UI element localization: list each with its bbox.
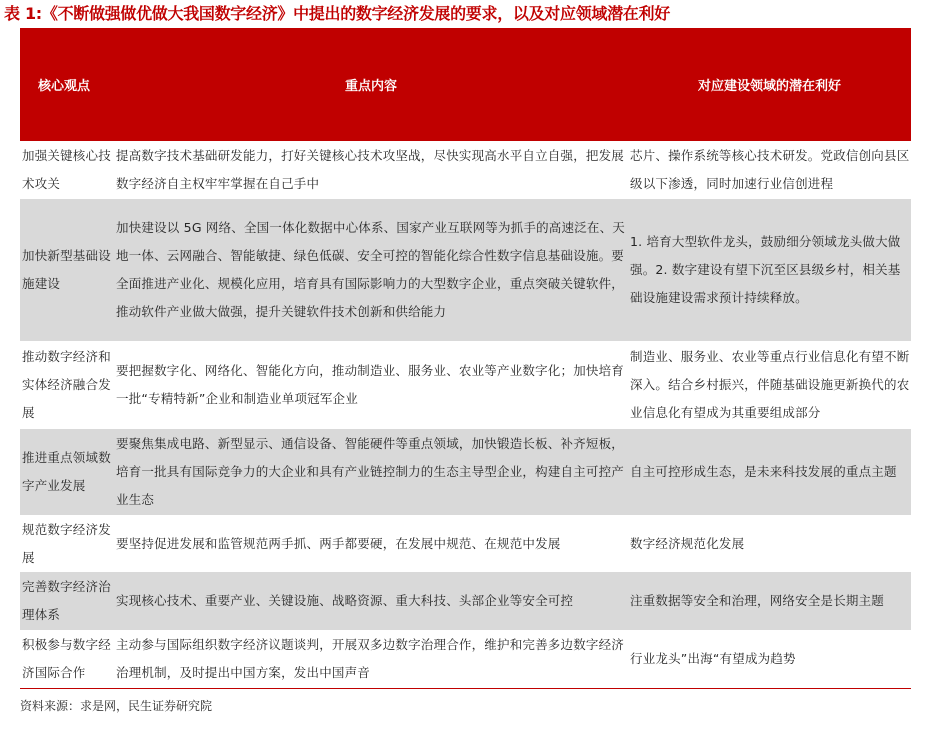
cell-core-point: 加快新型基础设施建设 bbox=[20, 199, 114, 341]
cell-key-content: 实现核心技术、重要产业、关键设施、战略资源、重大科技、头部企业等安全可控 bbox=[114, 572, 628, 630]
cell-benefit: 行业龙头”出海“有望成为趋势 bbox=[628, 630, 911, 688]
table-row bbox=[20, 572, 911, 630]
header-core-point: 核心观点 bbox=[20, 28, 114, 141]
cell-benefit: 自主可控形成生态，是未来科技发展的重点主题 bbox=[628, 429, 911, 515]
table-header-row bbox=[20, 28, 911, 141]
cell-benefit: 制造业、服务业、农业等重点行业信息化有望不断深入。结合乡村振兴，伴随基础设施更新换代的农业信息化有望成为其重要组成部分 bbox=[628, 341, 911, 429]
table-row bbox=[20, 341, 911, 429]
table-title: 表 1:《不断做强做优做大我国数字经济》中提出的数字经济发展的要求，以及对应领域潜在利好 bbox=[4, 4, 670, 23]
header-key-content: 重点内容 bbox=[114, 28, 628, 141]
table-row bbox=[20, 141, 911, 199]
cell-core-point: 加强关键核心技术攻关 bbox=[20, 141, 114, 199]
cell-benefit: 1. 培育大型软件龙头，鼓励细分领域龙头做大做强。2. 数字建设有望下沉至区县级乡村，相关基础设施建设需求预计持续释放。 bbox=[628, 199, 911, 341]
cell-key-content: 要聚焦集成电路、新型显示、通信设备、智能硬件等重点领域，加快锻造长板、补齐短板，培育一批具有国际竞争力的大企业和具有产业链控制力的生态主导型企业，构建自主可控产业生态 bbox=[114, 429, 628, 515]
cell-core-point: 规范数字经济发展 bbox=[20, 515, 114, 572]
cell-key-content: 主动参与国际组织数字经济议题谈判，开展双多边数字治理合作，维护和完善多边数字经济治理机制，及时提出中国方案，发出中国声音 bbox=[114, 630, 628, 688]
cell-core-point: 积极参与数字经济国际合作 bbox=[20, 630, 114, 688]
cell-benefit: 数字经济规范化发展 bbox=[628, 515, 911, 572]
cell-key-content: 加快建设以 5G 网络、全国一体化数据中心体系、国家产业互联网等为抓手的高速泛在、天地一体、云网融合、智能敏捷、绿色低碳、安全可控的智能化综合性数字信息基础设施。要全面推进产业化、规模化应用，培育具有国际影响力的大型数字企业，重点突破关键软件，推动软件产业做大做强，提升关键软件技术创新和供给能力 bbox=[114, 199, 628, 341]
cell-benefit: 芯片、操作系统等核心技术研发。党政信创向县区级以下渗透，同时加速行业信创进程 bbox=[628, 141, 911, 199]
cell-key-content: 要把握数字化、网络化、智能化方向，推动制造业、服务业、农业等产业数字化；加快培育一批“专精特新”企业和制造业单项冠军企业 bbox=[114, 341, 628, 429]
cell-core-point: 完善数字经济治理体系 bbox=[20, 572, 114, 630]
table-row bbox=[20, 429, 911, 515]
table-row bbox=[20, 199, 911, 341]
table-row bbox=[20, 515, 911, 572]
cell-key-content: 要坚持促进发展和监管规范两手抓、两手都要硬，在发展中规范、在规范中发展 bbox=[114, 515, 628, 572]
cell-core-point: 推动数字经济和实体经济融合发展 bbox=[20, 341, 114, 429]
requirements-table bbox=[20, 28, 911, 689]
cell-core-point: 推进重点领域数字产业发展 bbox=[20, 429, 114, 515]
cell-key-content: 提高数字技术基础研发能力，打好关键核心技术攻坚战，尽快实现高水平自立自强，把发展数字经济自主权牢牢掌握在自己手中 bbox=[114, 141, 628, 199]
source-note: 资料来源：求是网，民生证券研究院 bbox=[20, 699, 213, 713]
cell-benefit: 注重数据等安全和治理，网络安全是长期主题 bbox=[628, 572, 911, 630]
header-benefit: 对应建设领域的潜在利好 bbox=[628, 28, 911, 141]
table-row bbox=[20, 630, 911, 688]
